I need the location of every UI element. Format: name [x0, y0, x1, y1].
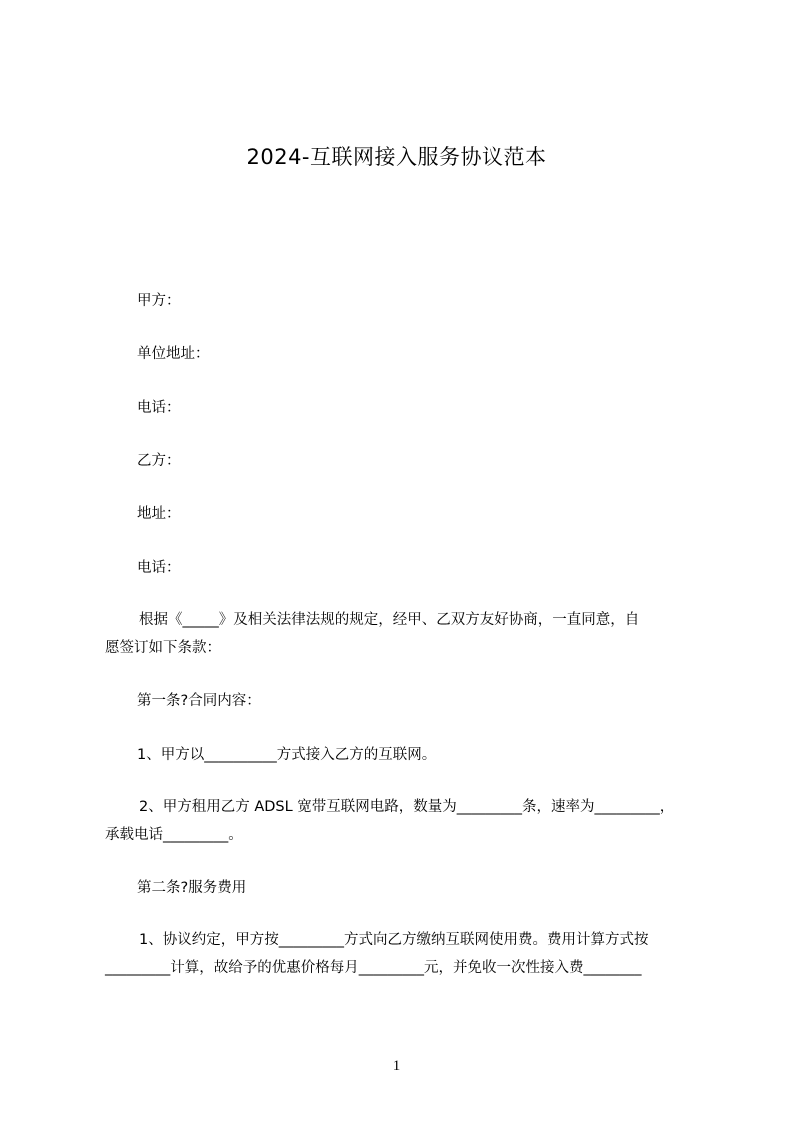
- preamble-paragraph: [105, 606, 707, 662]
- party-b-address-label: 地址：: [137, 506, 181, 522]
- article-2-item-1-line-2: _________计算，故给予的优惠价格每月_________元，并免收一次性接入费________: [105, 960, 642, 976]
- page-number: 1: [392, 1058, 401, 1074]
- preamble-line-1: 根据《_____》及相关法律法规的规定，经甲、乙双方友好协商，一直同意，自: [139, 612, 640, 628]
- article-1-item-1: 1、甲方以__________方式接入乙方的互联网。: [137, 747, 437, 763]
- article-1-item-2-line-1: 2、甲方租用乙方 ADSL 宽带互联网电路，数量为_________条，速率为_________，: [139, 799, 675, 815]
- preamble-line-2: 愿签订如下条款：: [105, 640, 221, 656]
- unit-address-label: 单位地址：: [137, 346, 210, 362]
- article-2-item-1-line-1: 1、协议约定，甲方按_________方式向乙方缴纳互联网使用费。费用计算方式按: [139, 932, 649, 948]
- party-a-label: 甲方：: [137, 293, 181, 309]
- party-b-phone-label: 电话：: [137, 560, 181, 576]
- party-a-phone-label: 电话：: [137, 400, 181, 416]
- article-2-item-1: [105, 926, 707, 982]
- article-1-item-2-line-2: 承载电话_________。: [105, 827, 243, 843]
- article-2-heading: 第二条?服务费用: [137, 880, 247, 896]
- article-1-heading: 第一条?合同内容：: [137, 693, 261, 709]
- party-b-label: 乙方：: [137, 453, 181, 469]
- article-1-item-2: [105, 793, 707, 849]
- document-title: 2024-互联网接入服务协议范本: [246, 145, 547, 169]
